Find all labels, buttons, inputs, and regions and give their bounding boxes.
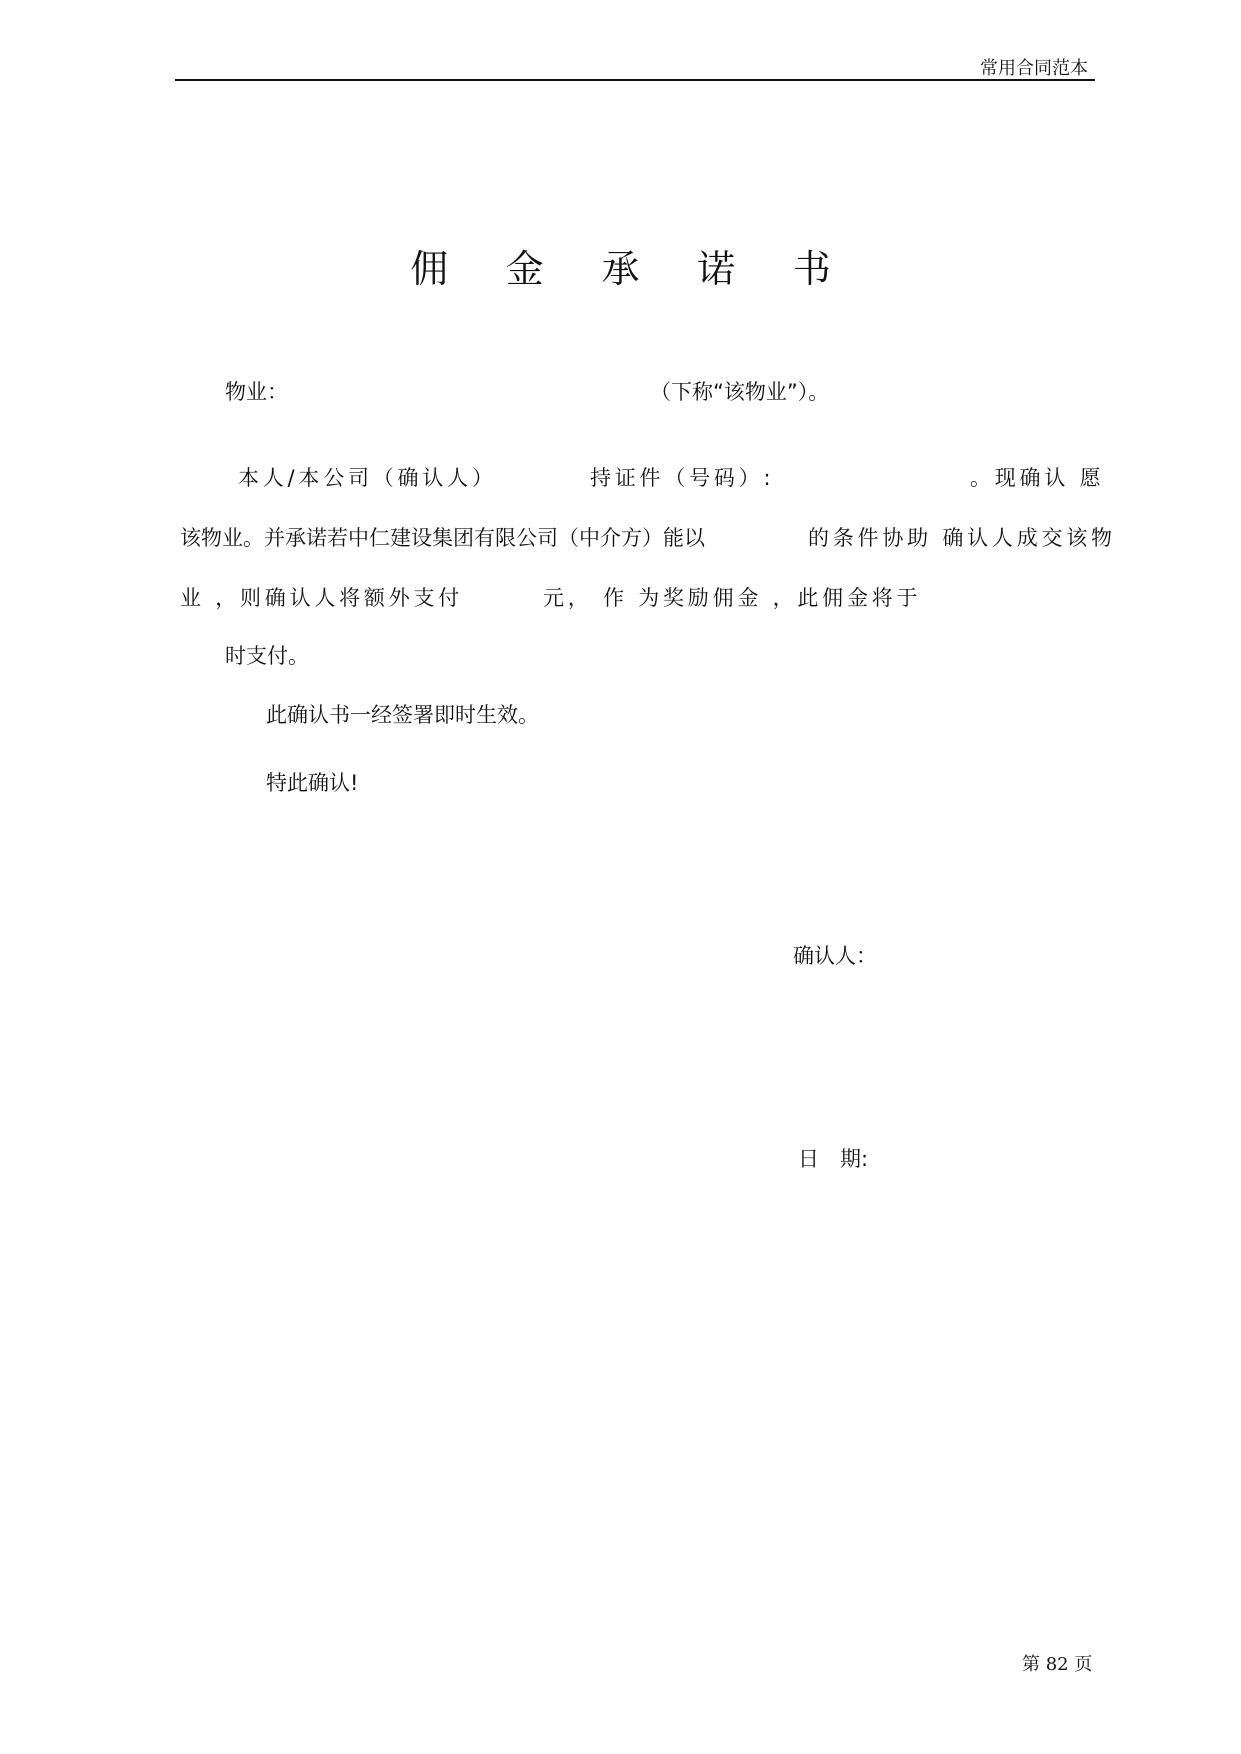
header-label: 常用合同范本 — [980, 58, 1088, 79]
para2: 此确认书一经签署即时生效。 — [266, 703, 539, 727]
para1-line2-a: 该物业。并承诺若中仁建设集团有限公司（中介方）能以 — [180, 526, 705, 550]
date-label: 日 期: — [798, 1147, 869, 1171]
property-label: 物业： — [225, 380, 288, 404]
document-title: 佣 金 承 诺 书 — [410, 247, 854, 291]
page-number: 第 82 页 — [1022, 1654, 1093, 1675]
para1-line1-b: 持证件（号码）: — [590, 466, 775, 490]
para1-line3-b: 元， 作 为奖励佣金 ，此佣金将于 — [543, 586, 922, 610]
property-suffix: （下称“该物业”）。 — [650, 380, 830, 404]
para1-line1-c: 。现确认 愿 — [970, 466, 1105, 490]
para1-line2-b: 的条件协助 确认人成交该物 — [808, 526, 1116, 550]
para3: 特此确认! — [266, 771, 359, 795]
para1-line3-a: 业 ，则确认人将额外支付 — [180, 586, 464, 610]
para1-line1-a: 本人/本公司（确认人） — [238, 466, 497, 490]
header-rule — [175, 79, 1095, 81]
para1-line4: 时支付。 — [225, 644, 309, 668]
confirmer-label: 确认人： — [793, 944, 877, 968]
